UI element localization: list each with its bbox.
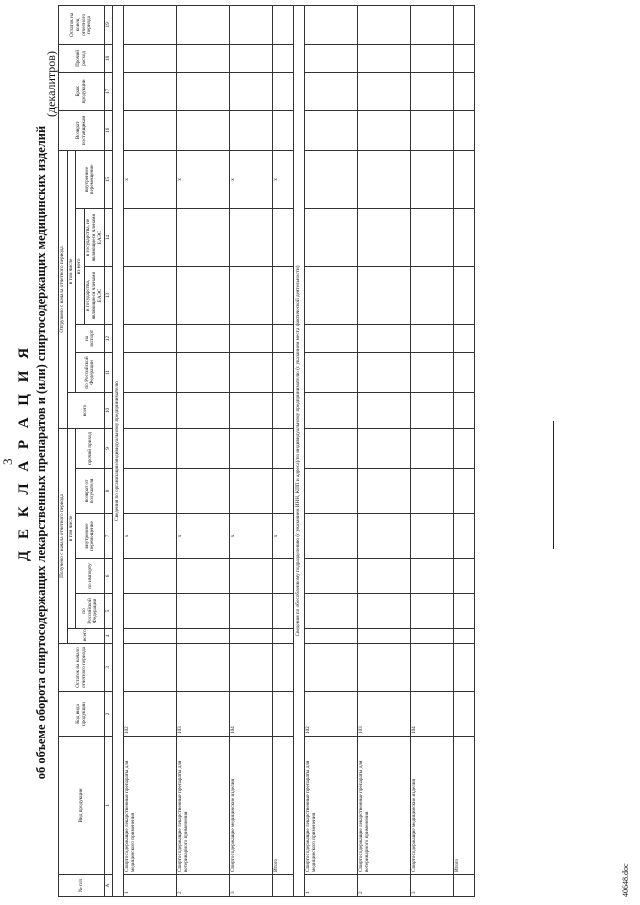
hdr-of-them: из него [76,208,85,324]
value-cell [411,72,454,110]
value-cell [411,208,454,266]
value-cell [305,150,358,208]
product-name: Спиртосодержащие медицинские изделия [230,737,273,875]
value-cell [454,110,475,150]
page-subtitle: об объеме оборота спиртосодержащих лекарственных препаратов и (или) спиртосодержащих медицинских изделий [34,125,48,780]
hdr-import: по импорту [76,559,105,594]
value-cell [454,72,475,110]
column-number: 18 [105,44,113,72]
value-cell [273,110,294,150]
value-cell [411,629,454,644]
value-cell [273,5,294,44]
value-cell [230,392,273,428]
value-cell [358,72,411,110]
column-number: А [105,875,113,897]
units-label: (декалитров) [44,51,58,117]
column-number: 14 [105,208,113,266]
value-cell [177,594,230,629]
value-cell [273,428,294,468]
value-cell [230,266,273,324]
column-number: 6 [105,559,113,594]
value-cell [305,392,358,428]
value-cell [177,392,230,428]
value-cell [273,72,294,110]
page-number: 3 [0,458,15,465]
hdr-ship-total: всего [67,392,105,428]
value-cell [358,150,411,208]
row-number [454,875,475,897]
product-code [273,692,294,737]
value-cell [411,469,454,514]
row-number: 1 [305,875,358,897]
hdr-code: Код вида продукции [59,692,105,737]
value-cell [230,428,273,468]
value-cell [273,559,294,594]
not-applicable-mark: х [124,150,177,208]
value-cell [305,72,358,110]
product-name: Итого [454,737,475,875]
value-cell [454,150,475,208]
hdr-received: Получено с начала отчетного периода [59,428,68,643]
value-cell [177,266,230,324]
value-cell [411,644,454,692]
not-applicable-mark: х [273,514,294,559]
value-cell [358,629,411,644]
table-row [230,5,273,896]
value-cell [305,469,358,514]
value-cell [454,428,475,468]
value-cell [124,644,177,692]
table-row [177,5,230,896]
not-applicable-mark: х [177,150,230,208]
hdr-internal-move: внутреннее перемещение [76,514,105,559]
column-numbers-row [105,5,113,896]
value-cell [177,208,230,266]
not-applicable-mark: х [230,514,273,559]
column-number: 8 [105,469,113,514]
value-cell [454,5,475,44]
value-cell [358,594,411,629]
column-number: 3 [105,644,113,692]
row-number: 2 [358,875,411,897]
product-name: Спиртосодержащие лекарственные препараты для ветеринарного применения [177,737,230,875]
value-cell [230,44,273,72]
product-code: 103 [358,692,411,737]
hdr-rest-end: Остаток на конец отчетного периода [59,5,105,44]
value-cell [177,352,230,392]
value-cell [454,44,475,72]
section-banner: Сведения по организации/индивидуальному предпринимателю [113,5,124,896]
value-cell [358,110,411,150]
value-cell [454,644,475,692]
table-row [454,5,475,896]
value-cell [454,208,475,266]
column-number: 10 [105,392,113,428]
product-code: 104 [230,692,273,737]
column-number: 17 [105,72,113,110]
value-cell [230,469,273,514]
value-cell [454,629,475,644]
value-cell [454,352,475,392]
value-cell [273,392,294,428]
hdr-shipped: Отгружено с начала отчетного периода [59,150,68,428]
hdr-ship-export: на экспорт [76,324,105,352]
hdr-ship-internal: внутреннее перемещение [76,150,105,208]
row-number: 1 [124,875,177,897]
value-cell [305,266,358,324]
value-cell [124,5,177,44]
value-cell [411,594,454,629]
value-cell [305,559,358,594]
column-number: 9 [105,428,113,468]
value-cell [411,324,454,352]
value-cell [358,266,411,324]
column-number: 13 [105,266,113,324]
value-cell [305,644,358,692]
column-number: 12 [105,324,113,352]
column-number: 2 [105,692,113,737]
value-cell [358,392,411,428]
value-cell [230,352,273,392]
value-cell [177,559,230,594]
value-cell [358,644,411,692]
value-cell [358,428,411,468]
hdr-product: Вид продукции [59,737,105,875]
section-banner: Сведения по обособленному подразделению (с указанием ИНН, КПП и адреса)/по индивидуальному предпринимателю (с указанием места фактической деятельности) [294,5,305,896]
product-code [454,692,475,737]
table-row [358,5,411,896]
value-cell [124,208,177,266]
value-cell [124,324,177,352]
value-cell [305,594,358,629]
value-cell [305,44,358,72]
row-number: 2 [177,875,230,897]
value-cell [177,72,230,110]
hdr-return-buyers: возврат от получателя [76,469,105,514]
value-cell [177,469,230,514]
hdr-eaes-member: в государства, являющиеся членами ЕАЭС [85,266,105,324]
value-cell [124,629,177,644]
value-cell [411,150,454,208]
column-number: 5 [105,594,113,629]
not-applicable-mark: х [230,150,273,208]
hdr-defect: Брак продукции [59,72,105,110]
column-number: 11 [105,352,113,392]
value-cell [230,72,273,110]
product-name: Спиртосодержащие лекарственные препараты для медицинского применения [124,737,177,875]
value-cell [177,324,230,352]
value-cell [124,428,177,468]
value-cell [411,352,454,392]
signature-line [553,421,554,549]
column-number: 19 [105,5,113,44]
hdr-received-total: всего [67,629,105,644]
column-number: 7 [105,514,113,559]
value-cell [454,266,475,324]
doc-filename: 40648.doc [621,863,630,897]
value-cell [124,469,177,514]
value-cell [411,559,454,594]
value-cell [124,110,177,150]
value-cell [305,514,358,559]
product-code: 102 [124,692,177,737]
value-cell [230,644,273,692]
value-cell [305,629,358,644]
value-cell [273,629,294,644]
page-title: Д Е К Л А Р А Ц И Я [16,343,32,562]
table-row [124,5,177,896]
value-cell [305,110,358,150]
value-cell [305,208,358,266]
value-cell [273,469,294,514]
product-code: 104 [411,692,454,737]
value-cell [358,324,411,352]
product-code: 103 [177,692,230,737]
value-cell [305,352,358,392]
value-cell [454,324,475,352]
product-code: 102 [305,692,358,737]
hdr-from-rf: по Российской Федерации [76,594,105,629]
column-number: 4 [105,629,113,644]
value-cell [124,266,177,324]
table-row [305,5,358,896]
value-cell [273,644,294,692]
value-cell [305,428,358,468]
hdr-non-eaes: в государства, не являющиеся членами ЕАЭС [85,208,105,266]
value-cell [230,594,273,629]
table-body [113,5,475,896]
value-cell [230,559,273,594]
value-cell [124,44,177,72]
product-name: Спиртосодержащие медицинские изделия [411,737,454,875]
value-cell [273,208,294,266]
value-cell [358,559,411,594]
value-cell [358,352,411,392]
value-cell [454,392,475,428]
hdr-other-expense: Прочий расход [59,44,105,72]
value-cell [273,352,294,392]
value-cell [411,428,454,468]
value-cell [305,5,358,44]
hdr-ship-in-that: в том числе [67,150,76,392]
value-cell [358,514,411,559]
value-cell [273,266,294,324]
value-cell [358,469,411,514]
value-cell [411,110,454,150]
value-cell [411,514,454,559]
value-cell [358,44,411,72]
value-cell [124,594,177,629]
value-cell [177,44,230,72]
value-cell [273,324,294,352]
value-cell [273,594,294,629]
value-cell [411,44,454,72]
column-number: 15 [105,150,113,208]
value-cell [177,629,230,644]
value-cell [358,208,411,266]
value-cell [230,110,273,150]
value-cell [454,559,475,594]
value-cell [411,266,454,324]
value-cell [177,110,230,150]
value-cell [177,5,230,44]
not-applicable-mark: х [273,150,294,208]
value-cell [358,5,411,44]
column-number: 16 [105,110,113,150]
not-applicable-mark: х [124,514,177,559]
value-cell [411,5,454,44]
table-row [411,5,454,896]
value-cell [273,44,294,72]
value-cell [454,469,475,514]
product-name: Спиртосодержащие лекарственные препараты для медицинского применения [305,737,358,875]
value-cell [230,324,273,352]
hdr-rest-start: Остаток на начало отчетного периода [59,644,105,692]
value-cell [454,594,475,629]
value-cell [177,644,230,692]
value-cell [124,352,177,392]
declaration-table [58,5,475,897]
row-number [273,875,294,897]
row-number: 3 [230,875,273,897]
value-cell [177,428,230,468]
value-cell [230,629,273,644]
column-number: 1 [105,737,113,875]
value-cell [124,72,177,110]
product-name: Итого [273,737,294,875]
value-cell [454,514,475,559]
value-cell [124,392,177,428]
hdr-num: № п/п [59,875,105,897]
table-row [273,5,294,896]
product-name: Спиртосодержащие лекарственные препараты для ветеринарного применения [358,737,411,875]
value-cell [230,5,273,44]
value-cell [411,392,454,428]
value-cell [124,559,177,594]
hdr-received-in-that: в том числе [67,428,76,628]
hdr-other-income: прочий приход [76,428,105,468]
value-cell [230,208,273,266]
row-number: 3 [411,875,454,897]
hdr-return-suppliers: Возврат поставщикам [59,110,105,150]
value-cell [305,324,358,352]
not-applicable-mark: х [177,514,230,559]
hdr-ship-rf: по Российской Федерации [76,352,105,392]
